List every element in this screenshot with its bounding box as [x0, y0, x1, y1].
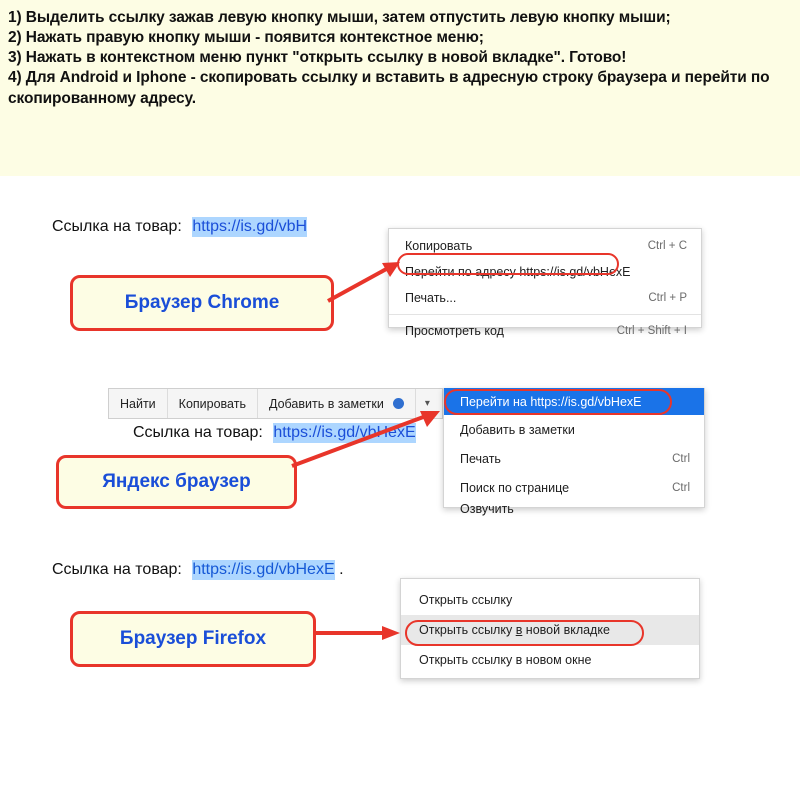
chrome-link-row	[52, 218, 307, 236]
callout-firefox	[70, 611, 316, 667]
menu-item-label: Озвучить	[460, 502, 514, 516]
menu-item-label: Поиск по странице	[460, 480, 570, 495]
product-label-yandex: Ссылка на товар:	[133, 424, 263, 441]
instruction-line-4: 4) Для Android и Iphone - скопировать ссылку и вставить в адресную строку браузера и перейти по скопированному адресу.	[8, 69, 770, 107]
chrome-context-menu[interactable]	[388, 228, 702, 338]
instructions-banner	[0, 0, 800, 176]
menu-item-open-link-new-window[interactable]	[401, 645, 699, 675]
callout-firefox-label: Браузер Firefox	[119, 628, 267, 649]
callout-yandex-label: Яндекс браузер	[102, 471, 251, 492]
menu-item-inspect[interactable]	[389, 318, 701, 344]
menu-item-speak[interactable]	[444, 502, 704, 516]
menu-item-label: Печать	[460, 451, 501, 466]
menu-item-label: Просмотреть код	[405, 324, 504, 338]
arrow-yandex	[288, 406, 448, 474]
menu-item-print[interactable]	[444, 444, 704, 473]
menu-item-print[interactable]	[389, 285, 701, 311]
menu-item-accel: Ctrl + P	[648, 292, 687, 304]
menu-separator	[389, 314, 701, 315]
instruction-line-2: 2) Нажать правую кнопку мыши - появится контекстное меню;	[8, 29, 484, 47]
menu-item-label: Перейти на https://is.gd/vbHexE	[460, 394, 642, 409]
menu-item-accel: Ctrl	[672, 481, 690, 494]
toolbar-item-label: Копировать	[178, 396, 246, 411]
product-link-chrome[interactable]: https://is.gd/vbH	[192, 218, 308, 235]
yandex-menu-highlight	[444, 389, 672, 415]
toolbar-item-label: Найти	[120, 396, 156, 411]
menu-item-find-on-page[interactable]	[444, 473, 704, 502]
callout-chrome	[70, 275, 334, 331]
menu-item-label: Открыть ссылку в новом окне	[419, 653, 592, 667]
chevron-down-icon: ▾	[424, 398, 430, 409]
product-link-firefox[interactable]: https://is.gd/vbHexE	[192, 561, 335, 578]
menu-item-add-note[interactable]	[444, 415, 704, 444]
menu-item-open-link[interactable]	[401, 585, 699, 615]
callout-chrome-label: Браузер Chrome	[124, 292, 280, 313]
menu-item-label: Открыть ссылку в новой вкладке	[419, 623, 610, 637]
toolbar-item-label: Добавить в заметки	[268, 396, 384, 411]
menu-item-label: Перейти по адресу https://is.gd/vbHexE	[405, 265, 631, 279]
callout-yandex	[56, 455, 297, 509]
arrow-chrome	[326, 255, 406, 311]
menu-item-accel: Ctrl + Shift + I	[616, 325, 687, 337]
firefox-link-row	[52, 561, 344, 579]
product-link-yandex[interactable]: https://is.gd/vbHexE	[273, 424, 416, 441]
product-label-chrome: Ссылка на товар:	[52, 218, 182, 235]
product-label-firefox: Ссылка на товар:	[52, 561, 182, 578]
toolbar-item-copy[interactable]	[168, 389, 258, 418]
menu-item-label: Копировать	[405, 239, 473, 253]
menu-item-label: Добавить в заметки	[460, 422, 575, 437]
menu-item-label: Печать...	[405, 291, 457, 305]
chrome-menu-highlight	[397, 253, 619, 275]
menu-item-label: Открыть ссылку	[419, 593, 513, 607]
firefox-menu-highlight	[405, 620, 644, 646]
menu-item-accel: Ctrl + C	[647, 240, 687, 252]
instruction-line-1: 1) Выделить ссылку зажав левую кнопку мыши, затем отпустить левую кнопку мыши;	[8, 9, 671, 26]
period-text: .	[339, 561, 344, 578]
arrow-firefox	[312, 622, 407, 644]
instruction-line-3: 3) Нажать в контекстном меню пункт "открыть ссылку в новой вкладке". Готово!	[8, 49, 627, 67]
toolbar-item-find[interactable]	[109, 389, 168, 418]
menu-item-accel: Ctrl	[672, 452, 690, 465]
